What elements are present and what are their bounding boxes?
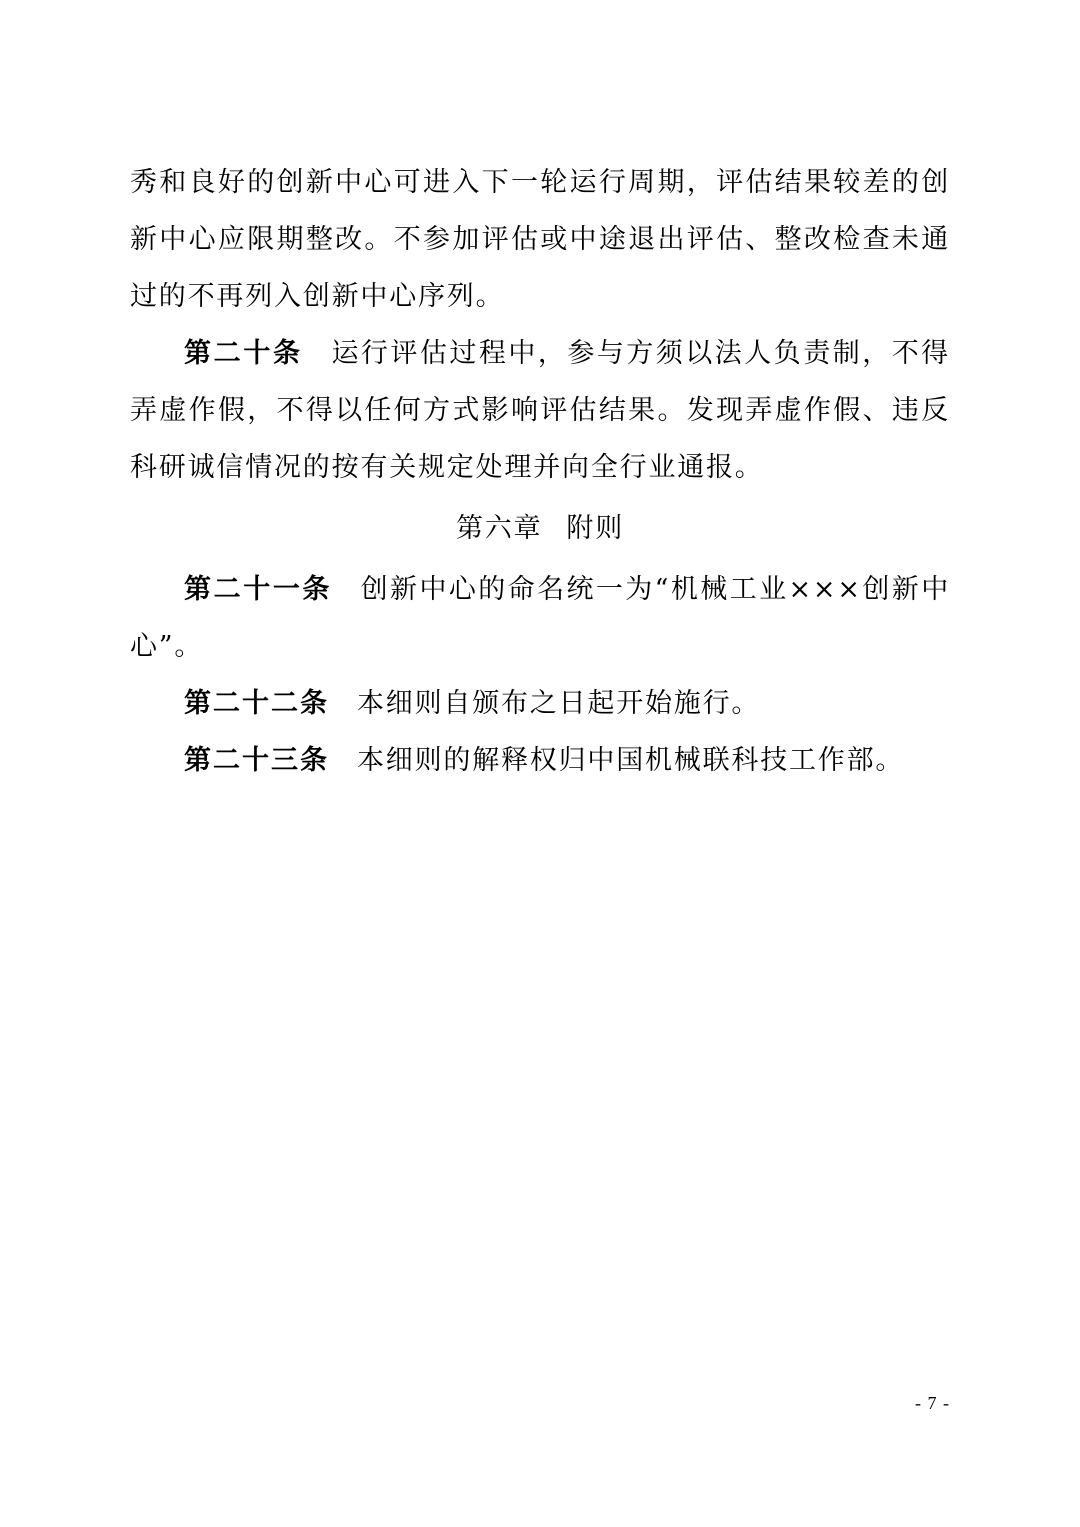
article-text: 本细则自颁布之日起开始施行。 [357,688,761,719]
article-23 [130,732,950,789]
continued-paragraph [130,154,950,325]
article-number: 第二十一条 [184,574,333,605]
article-text: 运行评估过程中，参与方须以法人负责制，不得弄虚作假，不得以任何方式影响评估结果。发现弄虚作假、违反科研诚信情况的按有关规定处理并向全行业通报。 [130,338,950,483]
paragraph-text: 秀和良好的创新中心可进入下一轮运行周期，评估结果较差的创新中心应限期整改。不参加评估或中途退出评估、整改检查未通过的不再列入创新中心序列。 [130,167,950,312]
article-text: 创新中心的命名统一为“机械工业×××创新中心”。 [130,574,950,662]
article-22 [130,675,950,732]
article-text: 本细则的解释权归中国机械联科技工作部。 [357,745,905,776]
chapter-title: 附则 [566,513,624,544]
article-number: 第二十三条 [184,745,329,776]
chapter-heading [130,500,950,557]
article-20 [130,325,950,496]
article-number: 第二十条 [184,338,303,369]
article-number: 第二十二条 [184,688,329,719]
chapter-number: 第六章 [455,513,543,544]
page-number: - 7 - [915,1393,950,1413]
document-body [130,154,950,789]
article-21 [130,561,950,675]
